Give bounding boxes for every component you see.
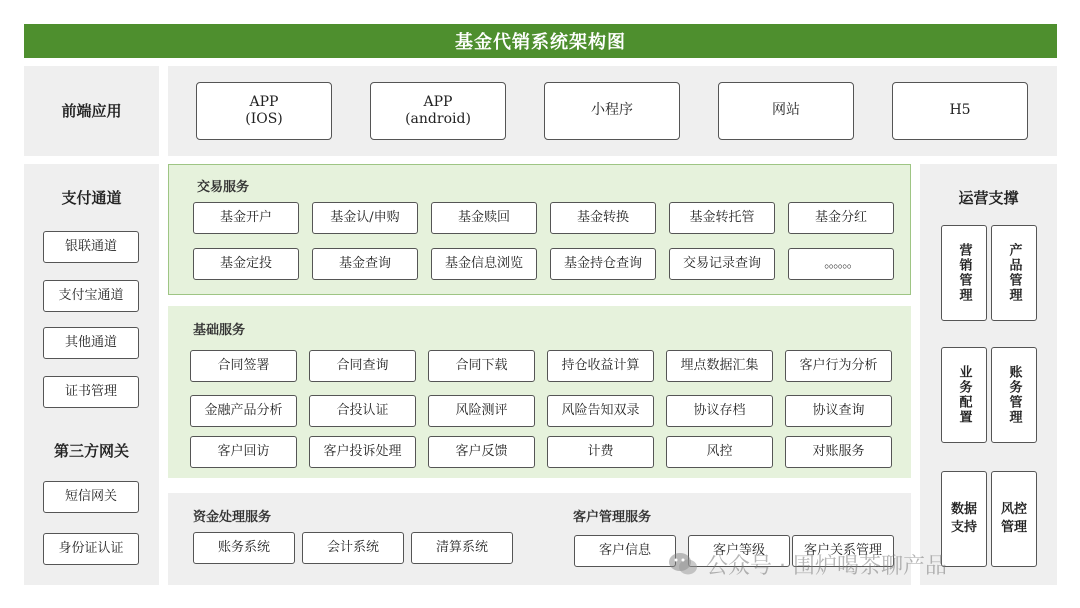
basic-item: 合同下载 <box>428 350 535 382</box>
trading-item: 基金开户 <box>193 202 299 234</box>
sms-gateway: 短信网关 <box>43 481 139 513</box>
account-management: 账务管理 <box>991 347 1037 443</box>
basic-item: 协议查询 <box>785 395 892 427</box>
basic-item: 金融产品分析 <box>190 395 297 427</box>
basic-label: 基础服务 <box>193 323 246 338</box>
customer-label: 客户管理服务 <box>573 510 652 525</box>
basic-item: 合同查询 <box>309 350 416 382</box>
basic-item: 客户反馈 <box>428 436 535 468</box>
diagram-title: 基金代销系统架构图 <box>24 24 1057 58</box>
app-ios-box <box>196 82 332 140</box>
marketing-management: 营销管理 <box>941 225 987 321</box>
trading-item: 基金信息浏览 <box>431 248 537 280</box>
trading-item: 基金持仓查询 <box>550 248 656 280</box>
basic-item: 持仓收益计算 <box>547 350 654 382</box>
app-ios-label: APP (IOS) <box>245 93 283 127</box>
data-support: 数据支持 <box>941 471 987 567</box>
business-config: 业务配置 <box>941 347 987 443</box>
website-box: 网站 <box>718 82 854 140</box>
trading-item: 基金定投 <box>193 248 299 280</box>
watermark <box>668 546 947 582</box>
customer-item: 客户等级 <box>688 535 790 567</box>
operations-label: 运营支撑 <box>958 189 1019 207</box>
customer-item: 客户关系管理 <box>792 535 894 567</box>
trading-label: 交易服务 <box>197 180 250 195</box>
risk-management: 风控管理 <box>991 471 1037 567</box>
funds-item: 清算系统 <box>411 532 513 564</box>
funds-label: 资金处理服务 <box>193 510 272 525</box>
trading-item-ellipsis: 。。。。。。 <box>788 248 894 280</box>
payment-unionpay: 银联通道 <box>43 231 139 263</box>
basic-item: 对账服务 <box>785 436 892 468</box>
trading-item: 基金转托管 <box>669 202 775 234</box>
basic-item: 埋点数据汇集 <box>666 350 773 382</box>
trading-item: 基金认/申购 <box>312 202 418 234</box>
basic-item: 协议存档 <box>666 395 773 427</box>
basic-item: 风控 <box>666 436 773 468</box>
basic-item: 客户回访 <box>190 436 297 468</box>
basic-item: 计费 <box>547 436 654 468</box>
basic-item: 风险告知双录 <box>547 395 654 427</box>
app-android-box <box>370 82 506 140</box>
wechat-icon <box>668 551 698 577</box>
watermark-text: 公众号 · 围炉喝茶聊产品 <box>706 553 947 579</box>
trading-item: 基金分红 <box>788 202 894 234</box>
gateway-label: 第三方网关 <box>53 442 129 460</box>
basic-item: 合投认证 <box>309 395 416 427</box>
customer-item: 客户信息 <box>574 535 676 567</box>
basic-item: 客户行为分析 <box>785 350 892 382</box>
trading-item: 基金查询 <box>312 248 418 280</box>
trading-item: 基金转换 <box>550 202 656 234</box>
mini-program-box: 小程序 <box>544 82 680 140</box>
basic-item: 风险测评 <box>428 395 535 427</box>
funds-item: 会计系统 <box>302 532 404 564</box>
funds-item: 账务系统 <box>193 532 295 564</box>
trading-item: 基金赎回 <box>431 202 537 234</box>
payment-label: 支付通道 <box>61 189 122 207</box>
payment-alipay: 支付宝通道 <box>43 280 139 312</box>
h5-box: H5 <box>892 82 1028 140</box>
app-android-label: APP (android) <box>405 93 471 127</box>
left-column-panel <box>24 164 159 585</box>
basic-item: 合同签署 <box>190 350 297 382</box>
payment-other: 其他通道 <box>43 327 139 359</box>
basic-item: 客户投诉处理 <box>309 436 416 468</box>
product-management: 产品管理 <box>991 225 1037 321</box>
frontend-label: 前端应用 <box>61 102 122 120</box>
id-verification: 身份证认证 <box>43 533 139 565</box>
trading-item: 交易记录查询 <box>669 248 775 280</box>
certificate-management: 证书管理 <box>43 376 139 408</box>
